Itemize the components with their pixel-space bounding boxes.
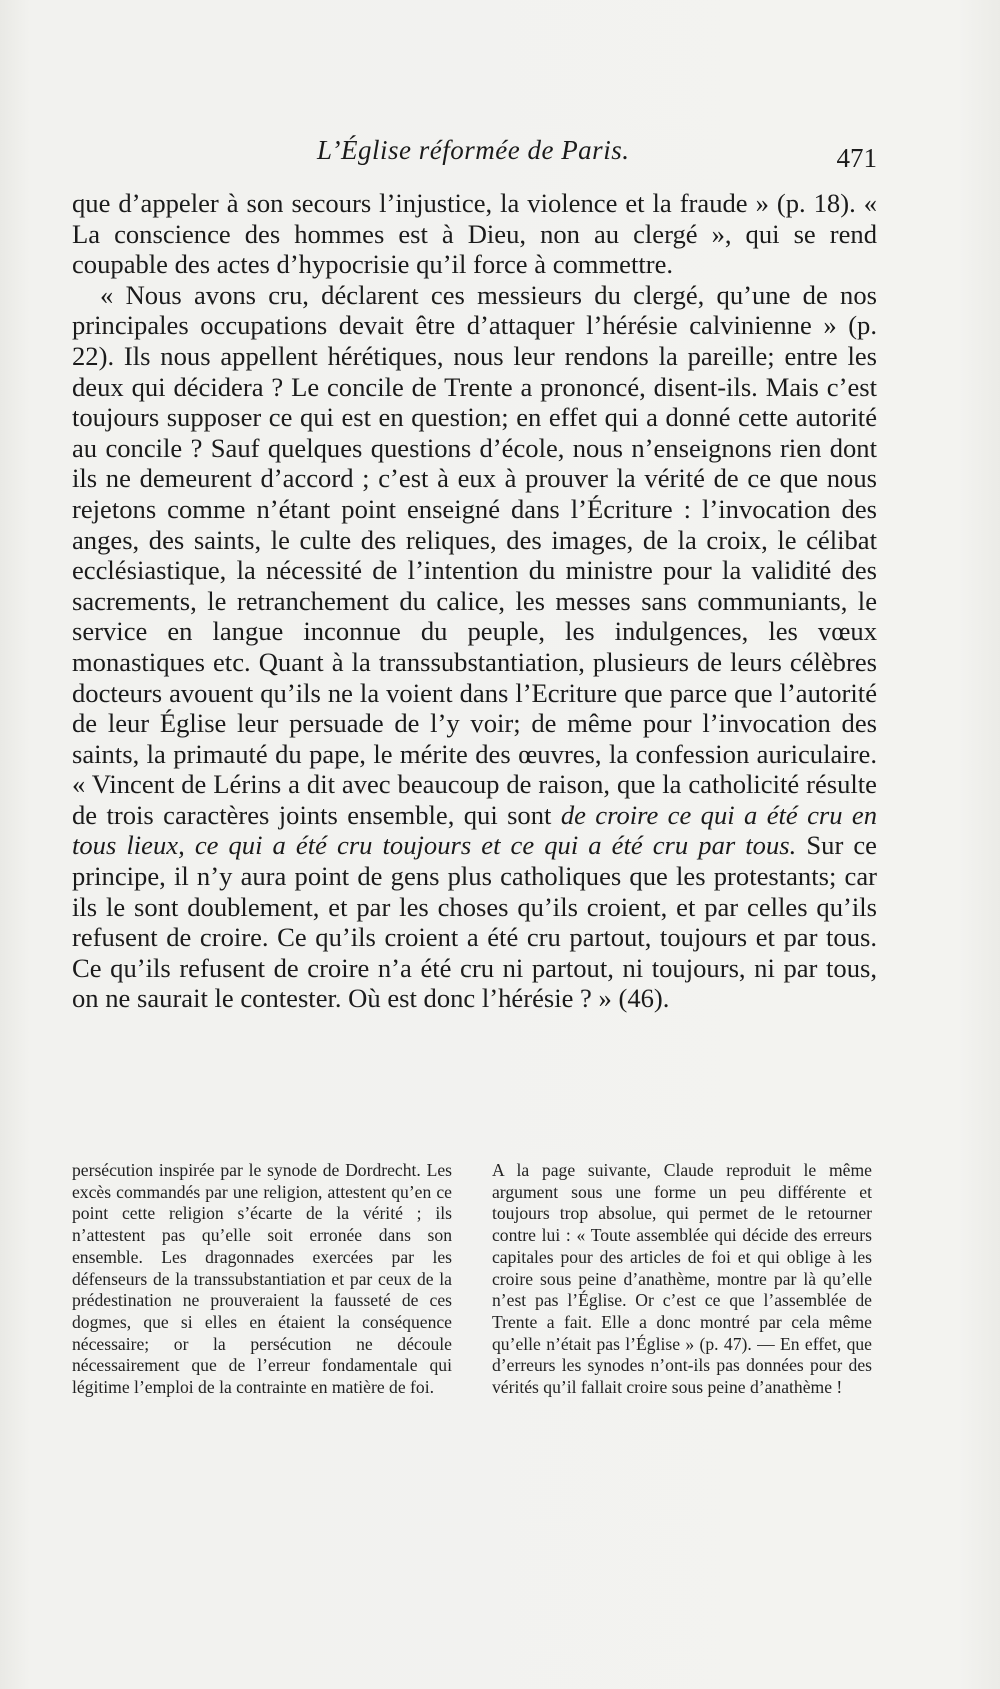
footnote-right-column: A la page suivante, Claude reproduit le même argument sous une forme un peu différente et toujours trop absolue, qui permet de le retourner contre lui : « Toute assemblée qui décide des erreurs capitales pour des articles de foi et qui oblige à les croire sous peine d’anathème, montre par là qu’elle n’est pas l’Église. Or c’est ce que l’assemblée de Trente a fait. Elle a donc montré par cela même qu’elle n’était pas l’Église » (p. 47). — En effet, que d’erreurs les synodes n’ont-ils pas données pour des vérités qu’il fallait croire sous peine d’anathème ! xyxy=(492,1160,872,1398)
main-text xyxy=(72,188,877,1014)
paragraph-2-italic-quote: de croire ce qui a été cru en tous lieux, ce qui a été cru toujours et ce qui a été cru par tous. xyxy=(72,799,878,861)
page-header xyxy=(72,135,877,175)
running-title: L’Église réformée de Paris. xyxy=(317,135,630,165)
footnote-left-column: persécution inspirée par le synode de Dordrecht. Les excès commandés par une religion, attestent qu’en ce point cette religion s’écarte de la vérité ; ils n’attestent pas qu’elle soit erronée dans son ensemble. Les dragonnades exercées par les défenseurs de la transsubstantiation et par ceux de la prédestination ne prouveraient la fausseté de ces dogmes, que si elles en étaient la conséquence nécessaire; or la persécution ne découle nécessairement que de l’erreur fondamentale qui légitime l’emploi de la contrainte en matière de foi. xyxy=(72,1160,452,1398)
paragraph-1: que d’appeler à son secours l’injustice, la violence et la fraude » (p. 18). « La conscience des hommes est à Dieu, non au clergé », qui se rend coupable des actes d’hypocrisie qu’il force à commettre. xyxy=(72,188,877,280)
footnotes xyxy=(72,1160,872,1399)
page-number: 471 xyxy=(836,143,877,173)
paragraph-2 xyxy=(72,280,877,1014)
paragraph-2-text-b: Sur ce principe, il n’y aura point de gens plus catholiques que les protestants; car ils le sont doublement, et par les choses qu’ils croient, et par celles qu’ils refusent de croire. Ce qu’ils croient a été cru partout, toujours et par tous. Ce qu’ils refusent de croire n’a été cru ni partout, ni toujours, ni par tous, on ne saurait le contester. Où est donc l’hérésie ? » (46). xyxy=(72,830,877,1014)
paragraph-2-text-a: « Nous avons cru, déclarent ces messieurs du clergé, qu’une de nos principales occupations devait être d’attaquer l’hérésie calvinienne » (p. 22). Ils nous appellent hérétiques, nous leur rendons la pareille; entre les deux qui décidera ? Le concile de Trente a prononcé, disent-ils. Mais c’est toujours supposer ce qui est en question; en effet qui a donné cette autorité au concile ? Sauf quelques questions d’école, nous n’enseignons rien dont ils ne demeurent d’accord ; c’est à eux à prouver la vérité de ce que nous rejetons comme n’étant point enseigné dans l’Écriture : l’invocation des anges, des saints, le culte des reliques, des images, de la croix, le célibat ecclésiastique, la nécessité de l’intention du ministre pour la validité des sacrements, le retranchement du calice, les messes sans communiants, le service en langue inconnue du peuple, les indulgences, les vœux monastiques etc. Quant à la transsubstantiation, plusieurs de leurs célèbres docteurs avouent qu’ils ne la voient dans l’Ecriture que parce que l’autorité de leur Église leur persuade de l’y voir; de même pour l’invocation des saints, la primauté du pape, le mérite des œuvres, la confession auriculaire. « Vincent de Lérins a dit avec beaucoup de raison, que la catholicité résulte de trois caractères joints ensemble, qui sont xyxy=(72,279,877,830)
